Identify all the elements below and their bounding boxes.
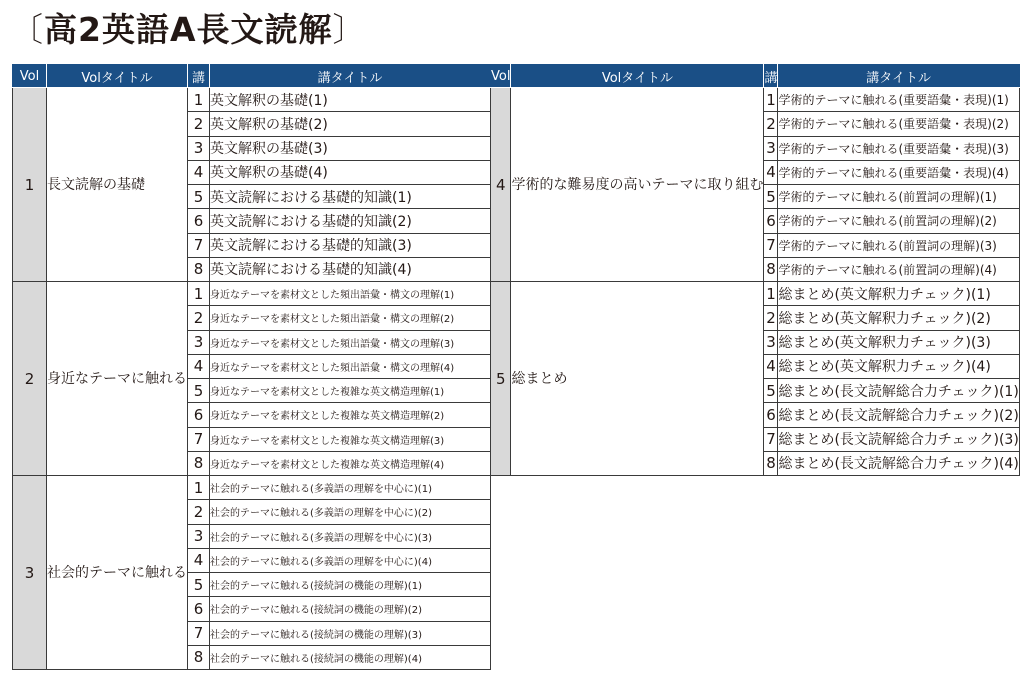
- page-title: [10, 8, 367, 52]
- lecture-title: 総まとめ(長文読解総合力チェック)(3): [778, 427, 1019, 451]
- lecture-title: 総まとめ(英文解釈力チェック)(3): [778, 330, 1019, 354]
- lecture-number: 3: [188, 524, 210, 548]
- header-lecture-title: 講タイトル: [778, 65, 1019, 88]
- lecture-number: 4: [764, 354, 778, 378]
- header-row: [491, 65, 1020, 88]
- vol-title: 身近なテーマに触れる: [47, 282, 188, 476]
- lecture-title: 英文読解における基礎的知識(4): [210, 257, 491, 281]
- lecture-number: 5: [188, 573, 210, 597]
- header-vol-title: Volタイトル: [47, 65, 188, 88]
- lecture-number: 5: [188, 185, 210, 209]
- lecture-title: 英文読解における基礎的知識(1): [210, 185, 491, 209]
- header-vol-title: Volタイトル: [511, 65, 764, 88]
- vol-number: 2: [13, 282, 47, 476]
- vol-number: 4: [491, 88, 511, 282]
- vol-number: 1: [13, 88, 47, 282]
- lecture-number: 6: [764, 403, 778, 427]
- lecture-number: 1: [764, 88, 778, 112]
- lecture-title: 英文解釈の基礎(3): [210, 136, 491, 160]
- vol-title: 長文読解の基礎: [47, 88, 188, 282]
- lecture-number: 3: [764, 136, 778, 160]
- lecture-number: 4: [764, 160, 778, 184]
- lecture-title: 英文読解における基礎的知識(2): [210, 209, 491, 233]
- lecture-title: 身近なテーマを素材文とした頻出語彙・構文の理解(2): [210, 306, 491, 330]
- vol-number: 5: [491, 282, 511, 476]
- lecture-number: 8: [764, 451, 778, 475]
- lecture-title: 学術的テーマに触れる(重要語彙・表現)(2): [778, 112, 1019, 136]
- table-row: [491, 88, 1020, 112]
- vol-number: 3: [13, 476, 47, 670]
- lecture-title: 英文読解における基礎的知識(3): [210, 233, 491, 257]
- lecture-title: 身近なテーマを素材文とした頻出語彙・構文の理解(3): [210, 330, 491, 354]
- lecture-number: 7: [188, 427, 210, 451]
- lecture-title: 英文解釈の基礎(2): [210, 112, 491, 136]
- lecture-number: 5: [764, 185, 778, 209]
- lecture-title: 身近なテーマを素材文とした複雑な英文構造理解(2): [210, 403, 491, 427]
- lecture-number: 8: [188, 645, 210, 669]
- lecture-title: 社会的テーマに触れる(多義語の理解を中心に)(4): [210, 548, 491, 572]
- lecture-title: 英文解釈の基礎(1): [210, 88, 491, 112]
- right-curriculum-table: [490, 64, 1020, 476]
- lecture-title: 総まとめ(英文解釈力チェック)(4): [778, 354, 1019, 378]
- lecture-number: 6: [764, 209, 778, 233]
- lecture-number: 6: [188, 403, 210, 427]
- lecture-title: 身近なテーマを素材文とした頻出語彙・構文の理解(4): [210, 354, 491, 378]
- title-text: 高2英語A長文読解: [44, 10, 333, 49]
- lecture-title: 社会的テーマに触れる(接続詞の機能の理解)(1): [210, 573, 491, 597]
- vol-title: 総まとめ: [511, 282, 764, 476]
- lecture-number: 2: [764, 112, 778, 136]
- lecture-number: 6: [188, 209, 210, 233]
- lecture-title: 身近なテーマを素材文とした頻出語彙・構文の理解(1): [210, 282, 491, 306]
- header-lecture: 講: [188, 65, 210, 88]
- table-row: [13, 282, 491, 306]
- lecture-number: 8: [188, 451, 210, 475]
- lecture-title: 総まとめ(長文読解総合力チェック)(1): [778, 379, 1019, 403]
- title-close-bracket: 〕: [332, 10, 367, 49]
- lecture-title: 社会的テーマに触れる(多義語の理解を中心に)(3): [210, 524, 491, 548]
- vol-title: 社会的テーマに触れる: [47, 476, 188, 670]
- lecture-number: 2: [764, 306, 778, 330]
- lecture-number: 3: [188, 330, 210, 354]
- lecture-number: 6: [188, 597, 210, 621]
- lecture-number: 4: [188, 160, 210, 184]
- lecture-title: 総まとめ(英文解釈力チェック)(1): [778, 282, 1019, 306]
- left-table-body: [13, 88, 491, 670]
- lecture-number: 7: [764, 427, 778, 451]
- lecture-number: 4: [188, 548, 210, 572]
- header-lecture-title: 講タイトル: [210, 65, 491, 88]
- lecture-title: 総まとめ(長文読解総合力チェック)(2): [778, 403, 1019, 427]
- right-table-body: [491, 88, 1020, 476]
- lecture-title: 学術的テーマに触れる(前置詞の理解)(1): [778, 185, 1019, 209]
- lecture-title: 学術的テーマに触れる(前置詞の理解)(2): [778, 209, 1019, 233]
- left-curriculum-table: [12, 64, 491, 670]
- lecture-title: 社会的テーマに触れる(接続詞の機能の理解)(2): [210, 597, 491, 621]
- lecture-title: 社会的テーマに触れる(多義語の理解を中心に)(2): [210, 500, 491, 524]
- lecture-number: 1: [188, 476, 210, 500]
- lecture-number: 1: [764, 282, 778, 306]
- lecture-title: 総まとめ(英文解釈力チェック)(2): [778, 306, 1019, 330]
- lecture-title: 身近なテーマを素材文とした複雑な英文構造理解(1): [210, 379, 491, 403]
- lecture-title: 身近なテーマを素材文とした複雑な英文構造理解(3): [210, 427, 491, 451]
- lecture-number: 8: [188, 257, 210, 281]
- header-lecture: 講: [764, 65, 778, 88]
- lecture-number: 7: [188, 621, 210, 645]
- lecture-title: 学術的テーマに触れる(重要語彙・表現)(4): [778, 160, 1019, 184]
- vol-title: 学術的な難易度の高いテーマに取り組む: [511, 88, 764, 282]
- table-row: [491, 282, 1020, 306]
- header-row: [13, 65, 491, 88]
- lecture-number: 3: [764, 330, 778, 354]
- lecture-title: 社会的テーマに触れる(多義語の理解を中心に)(1): [210, 476, 491, 500]
- lecture-number: 5: [188, 379, 210, 403]
- lecture-number: 8: [764, 257, 778, 281]
- table-row: [13, 476, 491, 500]
- lecture-number: 3: [188, 136, 210, 160]
- lecture-title: 英文解釈の基礎(4): [210, 160, 491, 184]
- lecture-number: 2: [188, 112, 210, 136]
- lecture-number: 4: [188, 354, 210, 378]
- lecture-title: 学術的テーマに触れる(前置詞の理解)(3): [778, 233, 1019, 257]
- lecture-number: 7: [764, 233, 778, 257]
- lecture-title: 社会的テーマに触れる(接続詞の機能の理解)(4): [210, 645, 491, 669]
- header-vol: Vol: [13, 65, 47, 88]
- table-row: [13, 88, 491, 112]
- title-open-bracket: 〔: [10, 10, 44, 49]
- lecture-title: 総まとめ(長文読解総合力チェック)(4): [778, 451, 1019, 475]
- lecture-number: 5: [764, 379, 778, 403]
- lecture-title: 学術的テーマに触れる(重要語彙・表現)(1): [778, 88, 1019, 112]
- lecture-title: 身近なテーマを素材文とした複雑な英文構造理解(4): [210, 451, 491, 475]
- lecture-number: 2: [188, 500, 210, 524]
- lecture-number: 1: [188, 282, 210, 306]
- lecture-number: 1: [188, 88, 210, 112]
- header-vol: Vol: [491, 65, 511, 88]
- lecture-title: 学術的テーマに触れる(重要語彙・表現)(3): [778, 136, 1019, 160]
- lecture-title: 学術的テーマに触れる(前置詞の理解)(4): [778, 257, 1019, 281]
- lecture-number: 2: [188, 306, 210, 330]
- lecture-title: 社会的テーマに触れる(接続詞の機能の理解)(3): [210, 621, 491, 645]
- lecture-number: 7: [188, 233, 210, 257]
